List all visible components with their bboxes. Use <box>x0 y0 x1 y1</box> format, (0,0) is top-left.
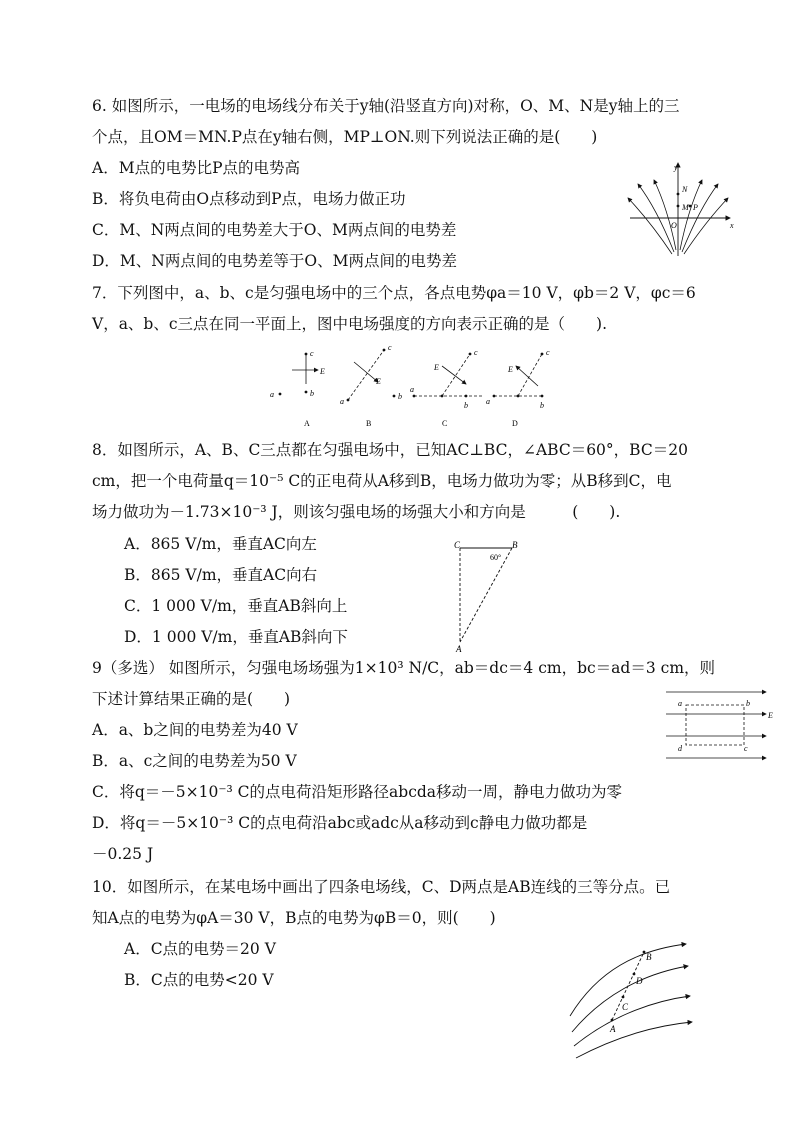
svg-text:E: E <box>376 377 381 386</box>
q6-label-x: x <box>730 221 734 230</box>
q6-label-y: y <box>674 163 678 172</box>
svg-text:c: c <box>546 348 550 357</box>
q9-option-b: B．a、c之间的电势差为50 V <box>92 752 297 770</box>
q9-label-d: d <box>678 744 682 753</box>
q9-option-d-continued: －0.25 J <box>92 845 154 863</box>
q9-label-e: E <box>768 711 773 720</box>
q6-option-c: C．M、N两点间的电势差大于O、M两点间的电势差 <box>92 221 457 239</box>
q10-label-c: C <box>622 1002 629 1012</box>
q9-label-c: c <box>744 744 748 753</box>
q8-option-c: C．1 000 V/m，垂直AB斜向上 <box>124 597 348 615</box>
q10-label-b: B <box>646 952 652 962</box>
q7-figure <box>262 342 562 430</box>
svg-text:b: b <box>464 401 468 410</box>
svg-text:c: c <box>474 348 478 357</box>
svg-text:A: A <box>304 419 310 428</box>
q10-label-d: D <box>636 976 643 986</box>
svg-text:c: c <box>310 349 314 358</box>
q6-stem-line2: 个点，且OM＝MN.P点在y轴右侧，MP⊥ON.则下列说法正确的是( ) <box>92 128 598 146</box>
q9-label-b: b <box>746 699 750 708</box>
q6-label-o: O <box>671 221 677 230</box>
q8-option-b: B．865 V/m，垂直AC向右 <box>124 566 318 584</box>
q9-option-c: C．将q＝－5×10⁻³ C的点电荷沿矩形路径abcda移动一周，静电力做功为零 <box>92 783 623 801</box>
q8-stem-line1: 8．如图所示，A、B、C三点都在匀强电场中，已知AC⊥BC，∠ABC＝60°，BC＝20 <box>92 441 688 459</box>
q6-option-d: D．M、N两点间的电势差等于O、M两点间的电势差 <box>92 252 457 270</box>
q9-option-d: D．将q＝－5×10⁻³ C的点电荷沿abc或adc从a移动到c静电力做功都是 <box>92 814 588 832</box>
q7-option-a-diagram <box>270 349 325 428</box>
q8-label-a: A <box>456 644 462 654</box>
svg-text:b: b <box>540 401 544 410</box>
q6-option-b: B．将负电荷由O点移动到P点，电场力做正功 <box>92 190 406 208</box>
q10-stem-line1: 10．如图所示，在某电场中画出了四条电场线，C、D两点是AB连线的三等分点。已 <box>92 878 671 896</box>
q8-option-d: D．1 000 V/m，垂直AB斜向下 <box>124 628 348 646</box>
q10-stem-line2: 知A点的电势为φA＝30 V，B点的电势为φB＝0，则( ) <box>92 909 496 927</box>
q10-label-a: A <box>610 1024 616 1034</box>
q8-stem-line3: 场力做功为－1.73×10⁻³ J，则该匀强电场的场强大小和方向是 ( ). <box>92 503 621 521</box>
svg-text:B: B <box>366 419 372 428</box>
q6-option-a: A．M点的电势比P点的电势高 <box>92 159 300 177</box>
q6-stem-line1: 6. 如图所示，一电场的电场线分布关于y轴(沿竖直方向)对称，O、M、N是y轴上的三 <box>92 97 680 115</box>
q7-option-b-diagram <box>340 343 402 428</box>
svg-text:b: b <box>398 392 402 401</box>
q10-option-b: B．C点的电势<20 V <box>124 971 274 989</box>
q10-option-a: A．C点的电势＝20 V <box>124 940 276 958</box>
svg-text:E: E <box>320 367 325 376</box>
q9-option-a: A．a、b之间的电势差为40 V <box>92 721 298 739</box>
q8-label-angle: 60° <box>490 553 502 562</box>
svg-text:E: E <box>508 365 513 374</box>
svg-text:E: E <box>434 363 439 372</box>
q8-option-a: A．865 V/m，垂直AC向左 <box>124 535 317 553</box>
q9-stem-line1: 9（多选） 如图所示，匀强电场场强为1×10³ N/C，ab＝dc＝4 cm，bc＝ad＝3 cm，则 <box>92 659 716 677</box>
q9-label-a: a <box>678 699 682 708</box>
q6-label-m: M <box>682 203 689 212</box>
q9-rectangle-figure <box>664 688 780 764</box>
svg-text:a: a <box>410 385 414 394</box>
q8-label-c: C <box>454 540 461 550</box>
q7-stem-line2: V，a、b、c三点在同一平面上，图中电场强度的方向表示正确的是（ ). <box>92 315 608 333</box>
svg-text:b: b <box>310 389 314 398</box>
q8-label-b: B <box>512 540 518 550</box>
q7-option-d-diagram <box>486 348 550 428</box>
svg-text:C: C <box>442 419 448 428</box>
q6-field-line-figure <box>626 160 736 260</box>
q6-label-n: N <box>682 185 688 194</box>
q7-stem-line1: 7．下列图中，a、b、c是匀强电场中的三个点，各点电势φa＝10 V，φb＝2 V，φc＝6 <box>92 284 696 302</box>
svg-text:a: a <box>340 397 344 406</box>
q7-option-c-diagram <box>410 348 482 428</box>
q8-stem-line2: cm，把一个电荷量q＝10⁻⁵ C的正电荷从A移到B，电场力做功为零；从B移到C，电 <box>92 472 672 490</box>
svg-text:a: a <box>270 390 274 399</box>
svg-text:a: a <box>486 397 490 406</box>
q9-stem-line2: 下述计算结果正确的是( ) <box>92 690 291 708</box>
q8-triangle-figure <box>452 538 532 654</box>
svg-text:D: D <box>512 419 518 428</box>
q6-label-p: P <box>693 203 698 212</box>
q10-field-line-figure <box>568 940 698 1060</box>
svg-text:c: c <box>388 343 392 352</box>
